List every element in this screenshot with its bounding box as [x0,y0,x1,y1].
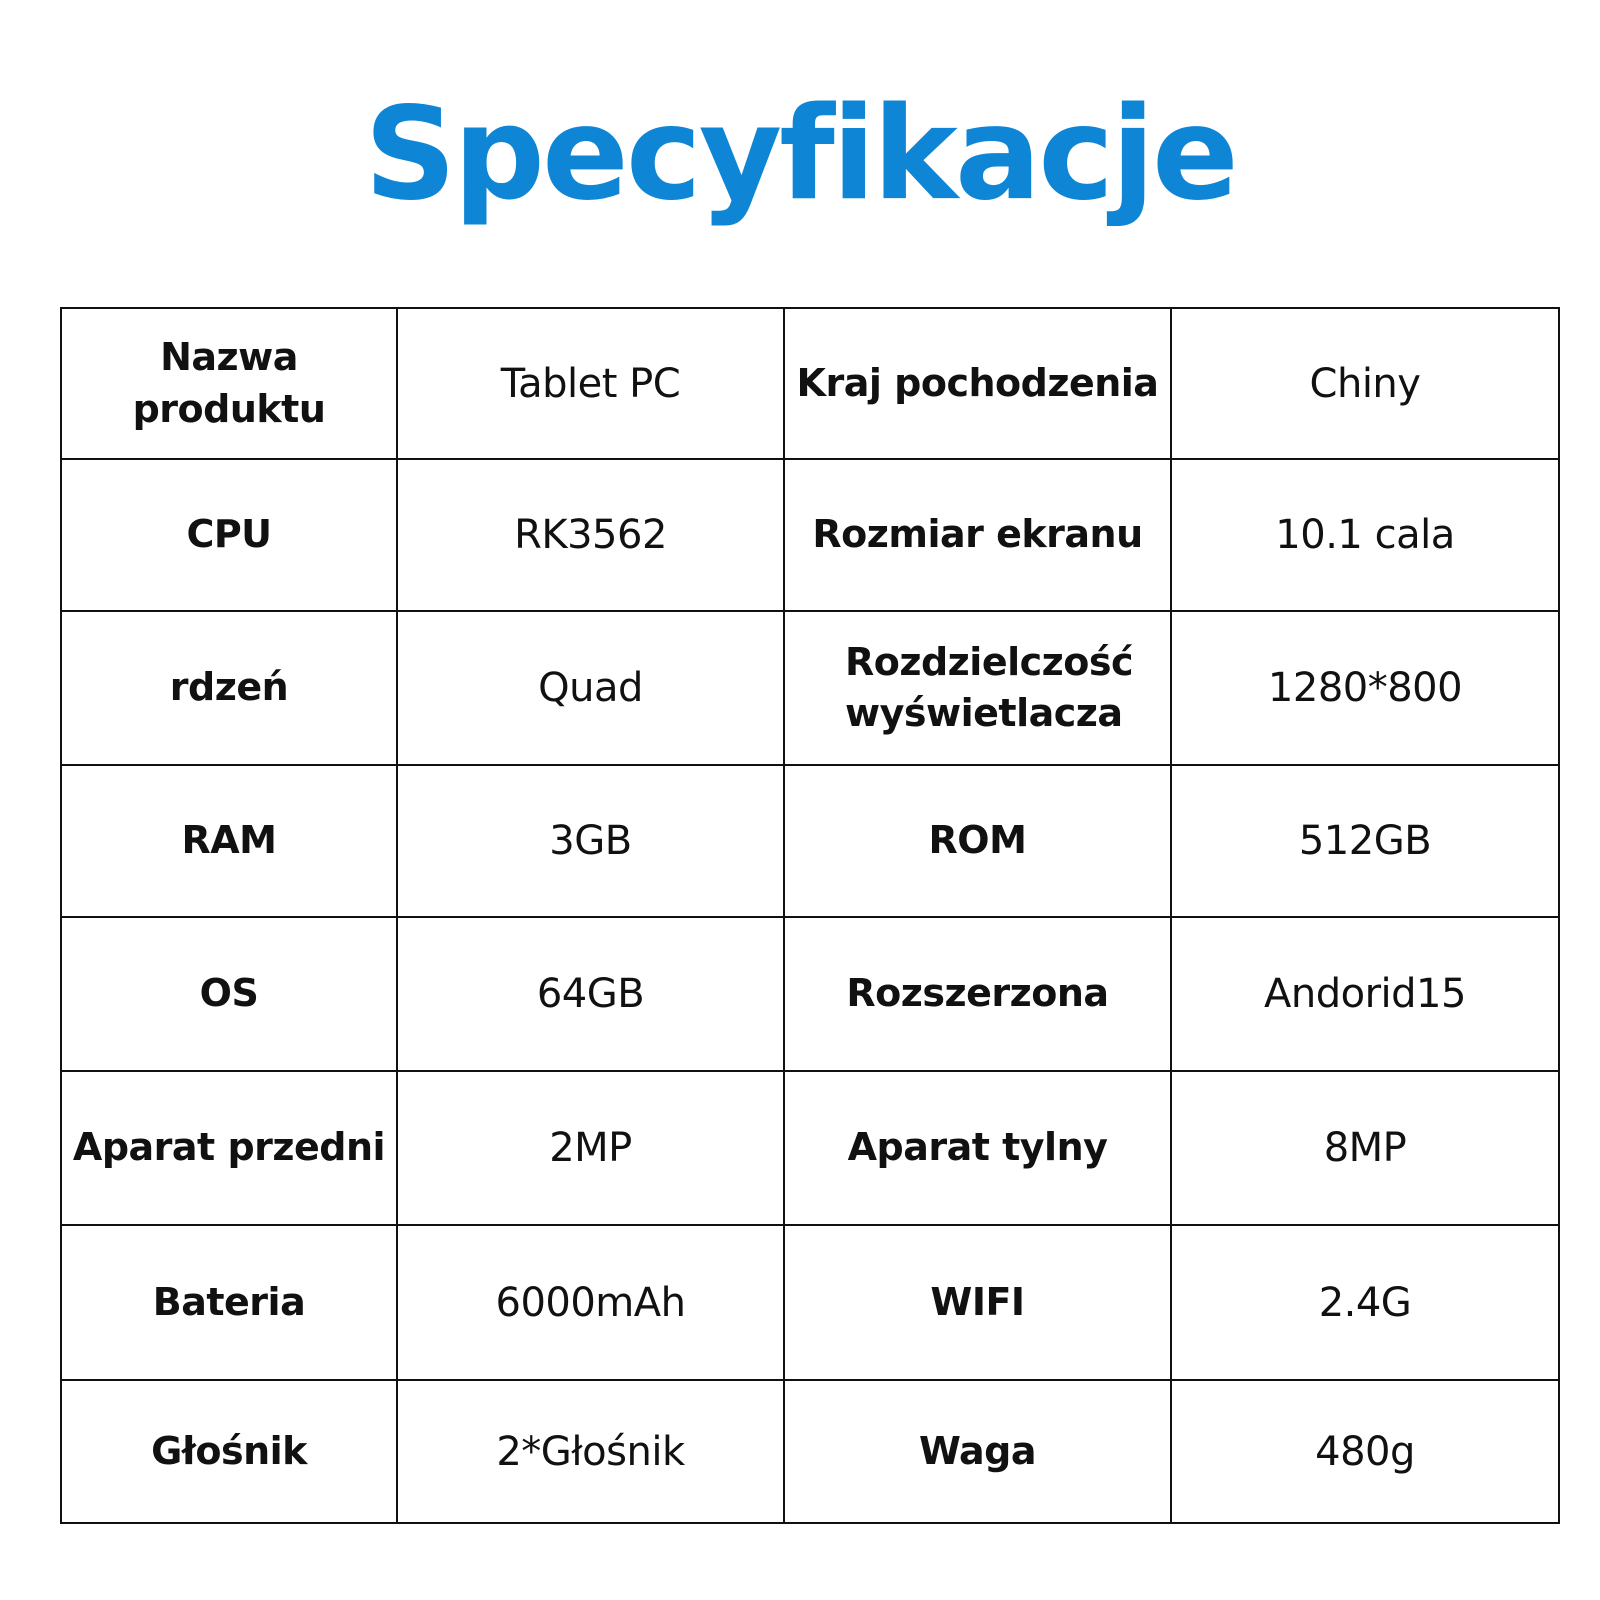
table-row [61,1225,1559,1380]
spec-value: 1280*800 [1171,611,1559,765]
table-row [61,611,1559,765]
table-row [61,917,1559,1071]
spec-value: 512GB [1171,765,1559,917]
spec-value: Chiny [1171,308,1559,459]
spec-value: 10.1 cala [1171,459,1559,611]
spec-label: Bateria [61,1225,397,1380]
spec-value: Quad [397,611,784,765]
spec-value: 8MP [1171,1071,1559,1225]
spec-value: 3GB [397,765,784,917]
table-row [61,308,1559,459]
table-row [61,1071,1559,1225]
spec-label: Rozszerzona [784,917,1171,1071]
spec-value: 2MP [397,1071,784,1225]
spec-value: 6000mAh [397,1225,784,1380]
spec-label: Nazwa produktu [61,308,397,459]
spec-label: rdzeń [61,611,397,765]
table-row [61,765,1559,917]
table-row [61,459,1559,611]
spec-label: WIFI [784,1225,1171,1380]
spec-value: 2*Głośnik [397,1380,784,1523]
table-row [61,1380,1559,1523]
spec-value: 480g [1171,1380,1559,1523]
spec-label: Rozdzielczość wyświetlacza [784,611,1171,765]
spec-label: Rozmiar ekranu [784,459,1171,611]
spec-value: Andorid15 [1171,917,1559,1071]
spec-label: Kraj pochodzenia [784,308,1171,459]
spec-table [60,307,1560,1524]
spec-label: CPU [61,459,397,611]
spec-value: 64GB [397,917,784,1071]
spec-label: OS [61,917,397,1071]
page-title: Specyfikacje [364,80,1236,229]
spec-label: ROM [784,765,1171,917]
spec-label: Aparat tylny [784,1071,1171,1225]
spec-label: Waga [784,1380,1171,1523]
spec-label: RAM [61,765,397,917]
spec-label: Głośnik [61,1380,397,1523]
spec-value: Tablet PC [397,308,784,459]
spec-label: Aparat przedni [61,1071,397,1225]
spec-value: 2.4G [1171,1225,1559,1380]
spec-value: RK3562 [397,459,784,611]
